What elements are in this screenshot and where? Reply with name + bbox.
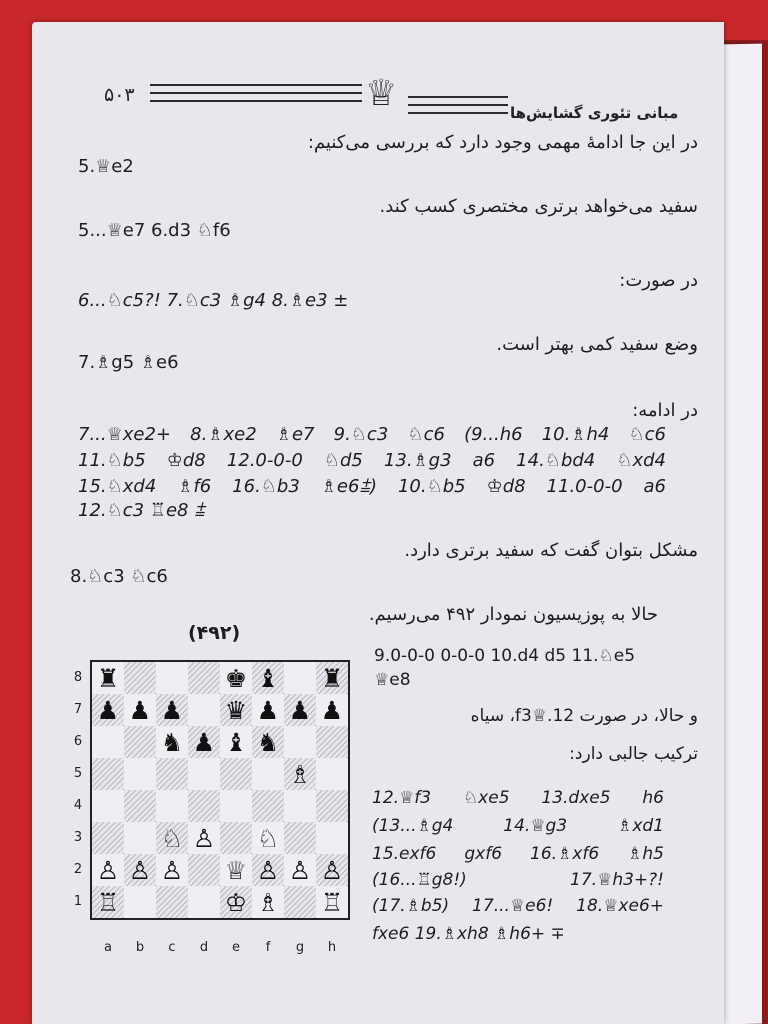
variation-line: fxe6 19.♗xh8 ♗h6+ ∓ <box>372 924 565 944</box>
board-square <box>188 854 220 886</box>
board-square <box>220 886 252 918</box>
rank-label: 3 <box>73 830 83 845</box>
board-square <box>252 854 284 886</box>
board-square <box>92 662 124 694</box>
board-square <box>220 854 252 886</box>
board-square <box>124 886 156 918</box>
header-rule <box>150 92 362 94</box>
variation-line: 12.♘c3 ♖e8 ⩲ <box>78 500 205 521</box>
paragraph: مشکل بتوان گفت که سفید برتری دارد. <box>404 540 698 561</box>
chess-piece: ♟ <box>128 695 152 725</box>
rank-label: 2 <box>73 862 83 877</box>
chess-piece: ♜ <box>320 663 344 693</box>
rank-label: 1 <box>73 894 83 909</box>
next-page-edge <box>722 44 762 1024</box>
board-square <box>188 662 220 694</box>
board-square <box>316 758 348 790</box>
paragraph: و حالا، در صورت 12.♕f3، سیاه <box>470 706 698 726</box>
variation-line: 15.exf6 gxf6 16.♗xf6 ♗h5 <box>372 844 664 864</box>
file-label: h <box>327 940 337 955</box>
chess-piece: ♛ <box>224 695 248 725</box>
running-title: مبانی تئوری گشایش‌ها <box>510 104 679 122</box>
board-square <box>220 694 252 726</box>
rank-label: 7 <box>73 702 83 717</box>
paragraph: حالا به پوزیسیون نمودار ۴۹۲ می‌رسیم. <box>368 604 658 625</box>
header-rule <box>150 84 362 86</box>
board-square <box>124 726 156 758</box>
board-square <box>284 694 316 726</box>
move-line: ♕e8 <box>374 670 411 690</box>
board-square <box>284 886 316 918</box>
board-square <box>156 662 188 694</box>
paragraph: سفید می‌خواهد برتری مختصری کسب کند. <box>379 196 698 217</box>
board-square <box>220 726 252 758</box>
file-label: b <box>135 940 145 955</box>
rank-label: 8 <box>73 670 83 685</box>
variation-line: (16...♖g8!) 17.♕h3+?! <box>372 870 664 890</box>
chess-piece: ♙ <box>288 855 312 885</box>
file-label: a <box>104 940 112 955</box>
file-label: f <box>265 940 271 955</box>
board-square <box>188 758 220 790</box>
board-square <box>252 758 284 790</box>
board-square <box>220 662 252 694</box>
header-rule <box>408 112 508 114</box>
chess-piece: ♚ <box>224 663 248 693</box>
chess-piece: ♙ <box>256 855 280 885</box>
chess-piece: ♞ <box>256 727 280 757</box>
board-square <box>220 790 252 822</box>
board-square <box>124 758 156 790</box>
rank-label: 6 <box>73 734 83 749</box>
chess-piece: ♝ <box>256 663 280 693</box>
chess-piece: ♔ <box>224 887 248 917</box>
file-label: e <box>232 940 240 955</box>
board-square <box>92 822 124 854</box>
chess-piece: ♙ <box>128 855 152 885</box>
chess-piece: ♗ <box>288 759 312 789</box>
paragraph: در صورت: <box>619 270 698 291</box>
chess-piece: ♟ <box>160 695 184 725</box>
chess-piece: ♗ <box>256 887 280 917</box>
board-square <box>92 886 124 918</box>
board-square <box>252 790 284 822</box>
paragraph: وضع سفید کمی بهتر است. <box>496 334 698 355</box>
file-label: d <box>199 940 209 955</box>
page-number: ۵۰۳ <box>104 84 135 106</box>
board-square <box>156 758 188 790</box>
file-label: c <box>168 940 176 955</box>
board-square <box>92 854 124 886</box>
header-rule <box>408 96 508 98</box>
board-square <box>124 790 156 822</box>
board-square <box>124 822 156 854</box>
move-line: 5.♕e2 <box>78 156 134 177</box>
paragraph: در ادامه: <box>632 400 698 421</box>
chess-board <box>92 662 348 918</box>
paragraph: ترکیب جالبی دارد: <box>569 744 698 764</box>
board-square <box>220 822 252 854</box>
chess-piece: ♕ <box>224 855 248 885</box>
board-square <box>252 822 284 854</box>
chess-piece: ♙ <box>320 855 344 885</box>
board-square <box>124 854 156 886</box>
board-square <box>188 694 220 726</box>
board-square <box>156 886 188 918</box>
board-square <box>252 694 284 726</box>
header-rule <box>408 104 508 106</box>
board-square <box>316 790 348 822</box>
board-square <box>188 886 220 918</box>
board-square <box>252 662 284 694</box>
chess-piece: ♙ <box>192 823 216 853</box>
variation-line: 11.♘b5 ♔d8 12.0-0-0 ♘d5 13.♗g3 a6 14.♘bd4 ♘xd4 <box>78 450 666 471</box>
move-line: 6...♘c5?! 7.♘c3 ♗g4 8.♗e3 ± <box>78 290 349 311</box>
chess-piece: ♝ <box>224 727 248 757</box>
chess-piece: ♘ <box>256 823 280 853</box>
board-square <box>92 790 124 822</box>
board-square <box>188 822 220 854</box>
file-label: g <box>295 940 305 955</box>
rank-label: 4 <box>73 798 83 813</box>
variation-line: (17.♗b5) 17...♕e6! 18.♕xe6+ <box>372 896 664 916</box>
board-square <box>124 694 156 726</box>
chess-piece: ♟ <box>288 695 312 725</box>
chess-piece: ♟ <box>320 695 344 725</box>
board-square <box>156 822 188 854</box>
chess-piece: ♖ <box>320 887 344 917</box>
move-line: 7.♗g5 ♗e6 <box>78 352 179 373</box>
chess-piece: ♙ <box>160 855 184 885</box>
board-square <box>316 854 348 886</box>
board-square <box>284 822 316 854</box>
variation-line: 7...♕xe2+ 8.♗xe2 ♗e7 9.♘c3 ♘c6 (9...h6 10.♗h4 ♘c6 <box>78 424 666 445</box>
board-square <box>124 662 156 694</box>
board-square <box>92 694 124 726</box>
crown-icon: ♕ <box>365 73 398 114</box>
chess-piece: ♜ <box>96 663 120 693</box>
board-square <box>92 726 124 758</box>
board-square <box>284 726 316 758</box>
board-square <box>252 886 284 918</box>
board-square <box>284 790 316 822</box>
board-square <box>188 790 220 822</box>
header-rule <box>150 100 362 102</box>
chess-piece: ♟ <box>192 727 216 757</box>
board-square <box>188 726 220 758</box>
board-square <box>92 758 124 790</box>
board-square <box>316 662 348 694</box>
board-square <box>156 694 188 726</box>
variation-line: (13...♗g4 14.♕g3 ♗xd1 <box>372 816 664 836</box>
chess-piece: ♞ <box>160 727 184 757</box>
board-square <box>316 822 348 854</box>
board-square <box>156 726 188 758</box>
chess-piece: ♟ <box>96 695 120 725</box>
diagram-title: (۴۹۲) <box>188 622 241 644</box>
chess-piece: ♖ <box>96 887 120 917</box>
board-square <box>252 726 284 758</box>
chess-piece: ♘ <box>160 823 184 853</box>
board-square <box>316 726 348 758</box>
paragraph: در این جا ادامهٔ مهمی وجود دارد که بررسی می‌کنیم: <box>307 132 698 153</box>
variation-line: 12.♕f3 ♘xe5 13.dxe5 h6 <box>372 788 664 808</box>
variation-line: 15.♘xd4 ♗f6 16.♘b3 ♗e6⩲) 10.♘b5 ♔d8 11.0-0-0 a6 <box>78 476 666 497</box>
board-square <box>316 886 348 918</box>
chess-piece: ♙ <box>96 855 120 885</box>
board-square <box>284 854 316 886</box>
board-square <box>284 758 316 790</box>
move-line: 9.0-0-0 0-0-0 10.d4 d5 11.♘e5 <box>374 646 636 666</box>
board-square <box>156 790 188 822</box>
board-square <box>284 662 316 694</box>
board-square <box>156 854 188 886</box>
chess-piece: ♟ <box>256 695 280 725</box>
rank-label: 5 <box>73 766 83 781</box>
move-line: 8.♘c3 ♘c6 <box>70 566 168 587</box>
board-square <box>316 694 348 726</box>
board-square <box>220 758 252 790</box>
move-line: 5...♕e7 6.d3 ♘f6 <box>78 220 231 241</box>
